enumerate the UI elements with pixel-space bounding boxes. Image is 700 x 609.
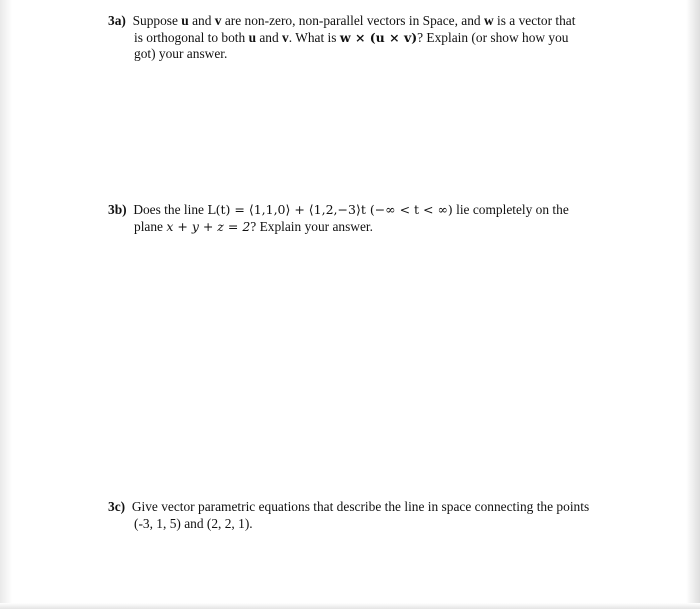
vector-v: v [214, 13, 222, 28]
problem-text: and [256, 29, 283, 45]
problem-3a-label: 3a) [108, 13, 126, 28]
problem-3a [108, 13, 608, 63]
problem-3b-line-1 [108, 202, 608, 219]
problem-3a-line-2 [108, 30, 608, 47]
problem-3c-label: 3c) [108, 499, 126, 514]
vector-w: w [483, 13, 494, 28]
problem-3c [108, 499, 608, 532]
problem-text: . What is [288, 29, 340, 45]
vector-u: u [181, 13, 189, 28]
problem-text: are non-zero, non-parallel vectors in Space, and [221, 13, 484, 28]
problem-3a-line-3 [108, 46, 608, 63]
vector-u: u [248, 29, 257, 45]
line-equation: L(t) = ⟨1,1,0⟩ + ⟨1,2,−3⟩t (−∞ < t < ∞) [207, 202, 453, 217]
problem-text: Suppose [132, 13, 182, 28]
problem-text: Give vector parametric equations that describe the line in space connecting the points [131, 499, 590, 514]
vector-v: v [282, 29, 289, 45]
problem-3b-line-2 [108, 219, 608, 236]
problem-text: is orthogonal to both [134, 29, 249, 45]
page-edge-bottom [0, 603, 700, 609]
problem-3b [108, 202, 608, 235]
problem-text: is a vector that [493, 13, 576, 28]
problem-3c-line-2 [108, 516, 608, 533]
problem-3b-label: 3b) [108, 202, 127, 217]
problem-text: ? Explain (or show how you [417, 29, 569, 45]
problem-text: lie completely on the [452, 202, 569, 217]
problem-text: Does the line [133, 202, 208, 217]
page-edge-left [0, 0, 12, 609]
problem-text: plane [134, 218, 167, 234]
cross-product-expression: w × (u × v) [339, 29, 418, 45]
plane-equation: x + y + z = 2 [166, 218, 251, 234]
problem-text: got) your answer. [134, 46, 228, 61]
page-edge-right [686, 0, 700, 609]
problem-3a-line-1 [108, 13, 608, 30]
problem-text: (-3, 1, 5) and (2, 2, 1). [134, 515, 253, 531]
problem-text: and [188, 13, 215, 28]
problem-text: ? Explain your answer. [250, 218, 373, 234]
problem-3c-line-1 [108, 499, 608, 516]
